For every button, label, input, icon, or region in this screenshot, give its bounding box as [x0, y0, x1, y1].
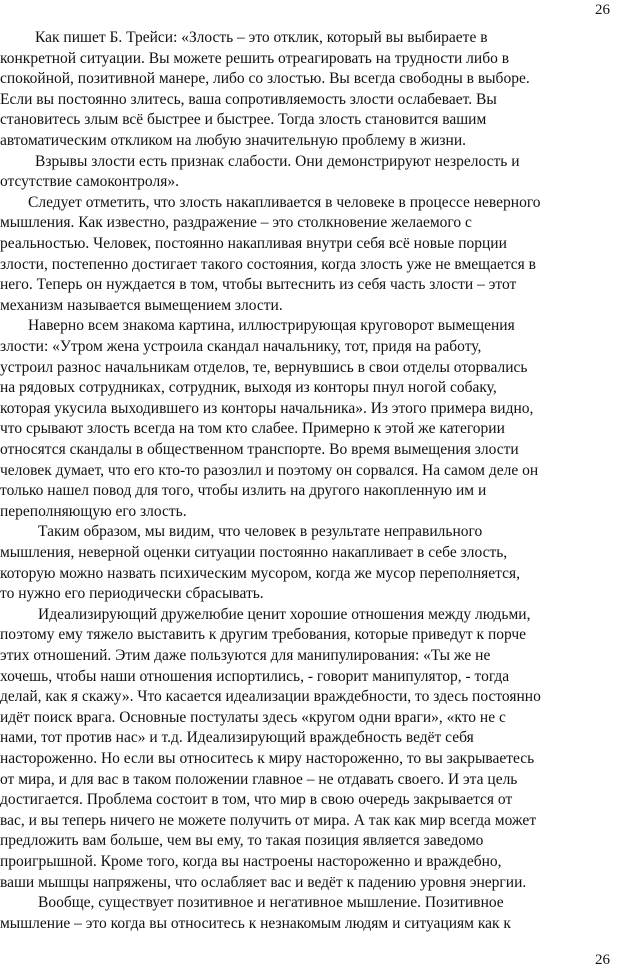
page-number-bottom: 26 — [595, 952, 610, 968]
text-line: Если вы постоянно злитесь, ваша сопротивляемость злости ослабевает. Вы — [0, 90, 497, 108]
text-line: механизм называется вымещением злости. — [0, 296, 283, 314]
text-line: от мира, и для вас в таком положении главное – не отдавать своего. И эта цель — [0, 770, 518, 788]
text-line: злости, постепенно достигает такого состояния, когда злость уже не вмещается в — [0, 255, 536, 273]
text-line: него. Теперь он нуждается в том, чтобы вытеснить из себя часть злости – этот — [0, 276, 517, 294]
text-line: то нужно его периодически сбрасывать. — [0, 585, 264, 603]
text-line: что срывают злость всегда на том кто слабее. Примерно к этой же категории — [0, 420, 505, 438]
text-line: Следует отметить, что злость накапливается в человеке в процессе неверного — [28, 193, 541, 211]
text-line: Наверно всем знакома картина, иллюстрирующая круговорот вымещения — [28, 317, 515, 335]
text-line: которую можно назвать психическим мусором, когда же мусор переполняется, — [0, 564, 521, 582]
text-line: только нашел повод для того, чтобы излить на другого накопленную им и — [0, 482, 487, 500]
page-number-top: 26 — [595, 2, 610, 18]
text-line: Вообще, существует позитивное и негативное мышление. Позитивное — [38, 894, 504, 912]
text-line: мышления. Как известно, раздражение – это столкновение желаемого с — [0, 214, 472, 232]
text-line: идёт поиск врага. Основные постулаты здесь «кругом одни враги», «кто не с — [0, 708, 506, 726]
text-line: вас, и вы теперь ничего не можете получить от мира. А так как мир всегда может — [0, 811, 537, 829]
text-line: реальностью. Человек, постоянно накапливая внутри себя всё новые порции — [0, 235, 507, 252]
text-line: предложить вам больше, чем вы ему, то такая позиция является заведомо — [0, 832, 484, 850]
text-line: достигается. Проблема состоит в том, что мир в свою очередь закрывается от — [0, 791, 513, 809]
text-line: хочешь, чтобы наши отношения испортились, - говорит манипулятор, - тогда — [0, 667, 510, 685]
text-line: делай, как я скажу». Что касается идеализации враждебности, то здесь постоянно — [0, 688, 541, 706]
text-line: мышления, неверной оценки ситуации постоянно накапливает в себе злость, — [0, 544, 508, 561]
text-line: отсутствие самоконтроля». — [0, 173, 179, 191]
text-line: злости: «Утром жена устроила скандал начальнику, тот, придя на работу, — [0, 338, 482, 355]
text-line: настороженно. Но если вы относитесь к миру настороженно, то вы закрываетесь — [0, 750, 535, 767]
text-line: Таким образом, мы видим, что человек в результате неправильного — [38, 523, 483, 541]
text-line: автоматическим откликом на любую значительную проблему в жизни. — [0, 132, 467, 149]
text-line: устроил разнос начальникам отделов, те, вернувшись в свои отделы оторвались — [0, 358, 528, 376]
text-line: Идеализирующий дружелюбие ценит хорошие отношения между людьми, — [38, 605, 531, 623]
text-line: конкретной ситуации. Вы можете решить отреагировать на трудности либо в — [0, 49, 510, 67]
text-line: проигрышной. Кроме того, когда вы настроены настороженно и враждебно, — [0, 853, 502, 870]
text-line: которая укусила выходившего из конторы начальника». Из этого примера видно, — [0, 399, 534, 417]
text-line: человек думает, что его кто-то разозлил и поэтому он сорвался. На самом деле он — [0, 461, 539, 479]
text-line: переполняющую его злость. — [0, 502, 187, 520]
text-line: мышление – это когда вы относитесь к незнакомым людям и ситуациям как к — [0, 914, 511, 932]
text-line: Как пишет Б. Трейси: «Злость – это отклик, который вы выбираете в — [35, 29, 488, 46]
text-line: на рядовых сотрудниках, сотрудник, выходя из конторы пнул ногой собаку, — [0, 379, 497, 397]
text-line: Взрывы злости есть признак слабости. Они демонстрируют незрелость и — [35, 152, 520, 170]
text-line: становитесь злым всё быстрее и быстрее. Тогда злость становится вашим — [0, 111, 487, 129]
text-line: нами, тот против нас» и т.д. Идеализирующий враждебность ведёт себя — [0, 729, 474, 747]
text-line: ваши мышцы напряжены, что ослабляет вас и ведёт к падению уровня энергии. — [0, 873, 527, 891]
text-line: относятся скандалы в общественном транспорте. Во время вымещения злости — [0, 441, 519, 458]
text-line: спокойной, позитивной манере, либо со злостью. Вы всегда свободны в выборе. — [0, 70, 530, 88]
text-line: поэтому ему тяжело выставить к другим требования, которые приведут к порче — [0, 626, 527, 644]
text-line: этих отношений. Этим даже пользуются для манипулирования: «Ты же не — [0, 647, 491, 664]
